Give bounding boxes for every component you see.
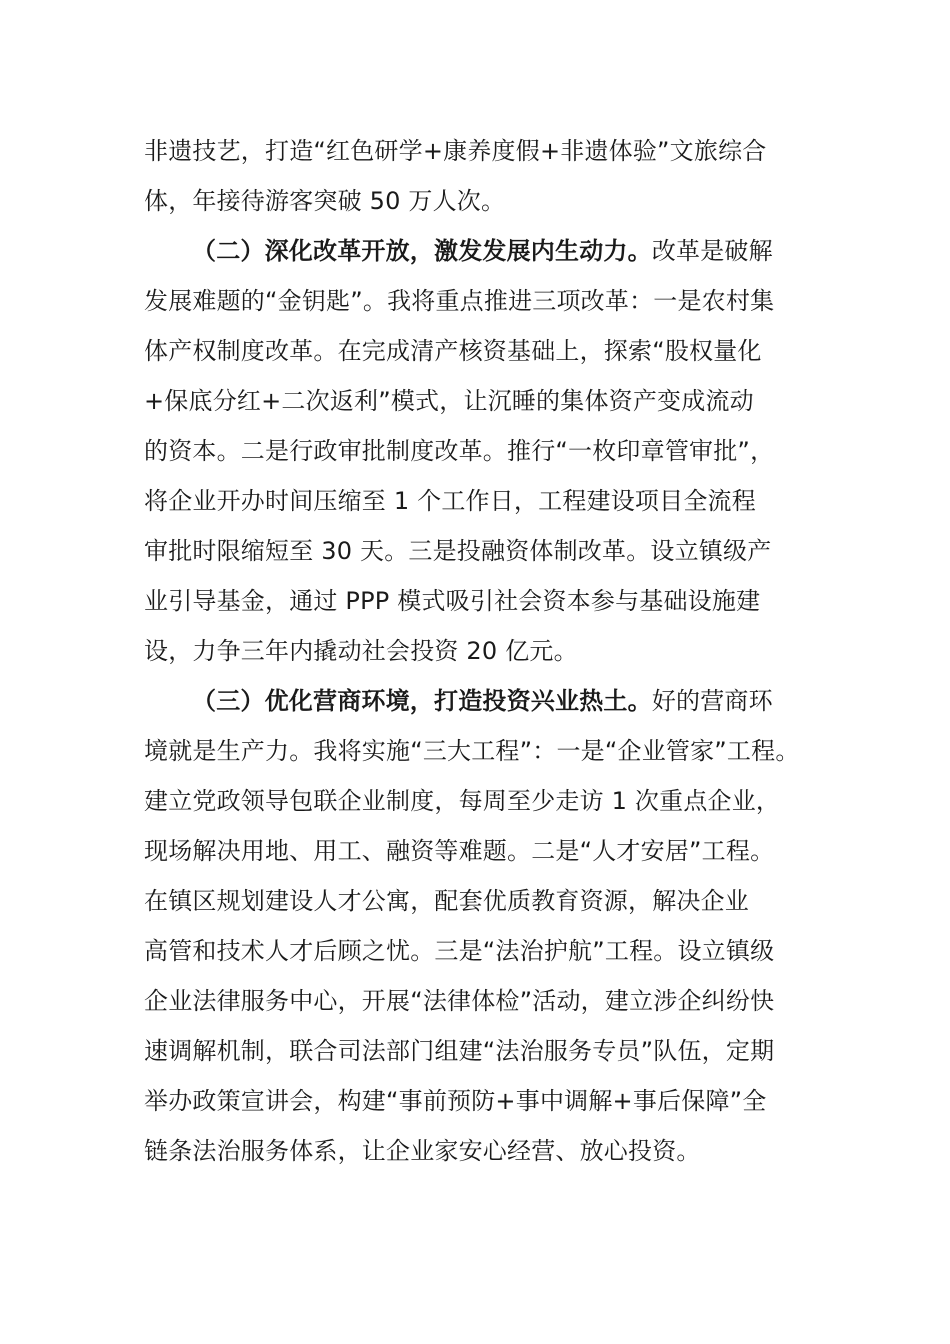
text-line: 在镇区规划建设人才公寓，配套优质教育资源，解决企业 [144,887,749,915]
section-3-lead: 好的营商环 [651,687,773,715]
text-line: 企业法律服务中心，开展“法律体检”活动，建立涉企纠纷快 [144,987,775,1015]
text-line: +保底分红+二次返利”模式，让沉睡的集体资产变成流动 [144,387,754,415]
text-line: 的资本。二是行政审批制度改革。推行“一枚印章管审批”， [144,437,775,465]
text-line: 设，力争三年内撬动社会投资 20 亿元。 [144,637,578,665]
text-line: 非遗技艺，打造“红色研学+康养度假+非遗体验”文旅综合 [144,137,767,165]
text-line: 境就是生产力。我将实施“三大工程”：一是“企业管家”工程。 [144,737,800,765]
text-line: 现场解决用地、用工、融资等难题。二是“人才安居”工程。 [144,837,775,865]
text-line: 举办政策宣讲会，构建“事前预防+事中调解+事后保障”全 [144,1087,767,1115]
text-line: 链条法治服务体系，让企业家安心经营、放心投资。 [144,1137,701,1165]
document-body [144,126,824,1176]
text-line: 体产权制度改革。在完成清产核资基础上，探索“股权量化 [144,337,762,365]
section-3-heading: （三）优化营商环境，打造投资兴业热土。 [192,687,652,715]
text-line: 高管和技术人才后顾之忧。三是“法治护航”工程。设立镇级 [144,937,775,965]
text-line: 业引导基金，通过 PPP 模式吸引社会资本参与基础设施建 [144,587,761,615]
section-2-first-line [144,226,824,276]
text-line: 审批时限缩短至 30 天。三是投融资体制改革。设立镇级产 [144,537,772,565]
text-line: 建立党政领导包联企业制度，每周至少走访 1 次重点企业， [144,787,781,815]
section-3-first-line [144,676,824,726]
section-2-lead: 改革是破解 [651,237,773,265]
text-line: 将企业开办时间压缩至 1 个工作日，工程建设项目全流程 [144,487,756,515]
text-line: 体，年接待游客突破 50 万人次。 [144,187,506,215]
section-2-heading: （二）深化改革开放，激发发展内生动力。 [192,237,652,265]
text-line: 发展难题的“金钥匙”。我将重点推进三项改革：一是农村集 [144,287,775,315]
text-line: 速调解机制，联合司法部门组建“法治服务专员”队伍，定期 [144,1037,775,1065]
